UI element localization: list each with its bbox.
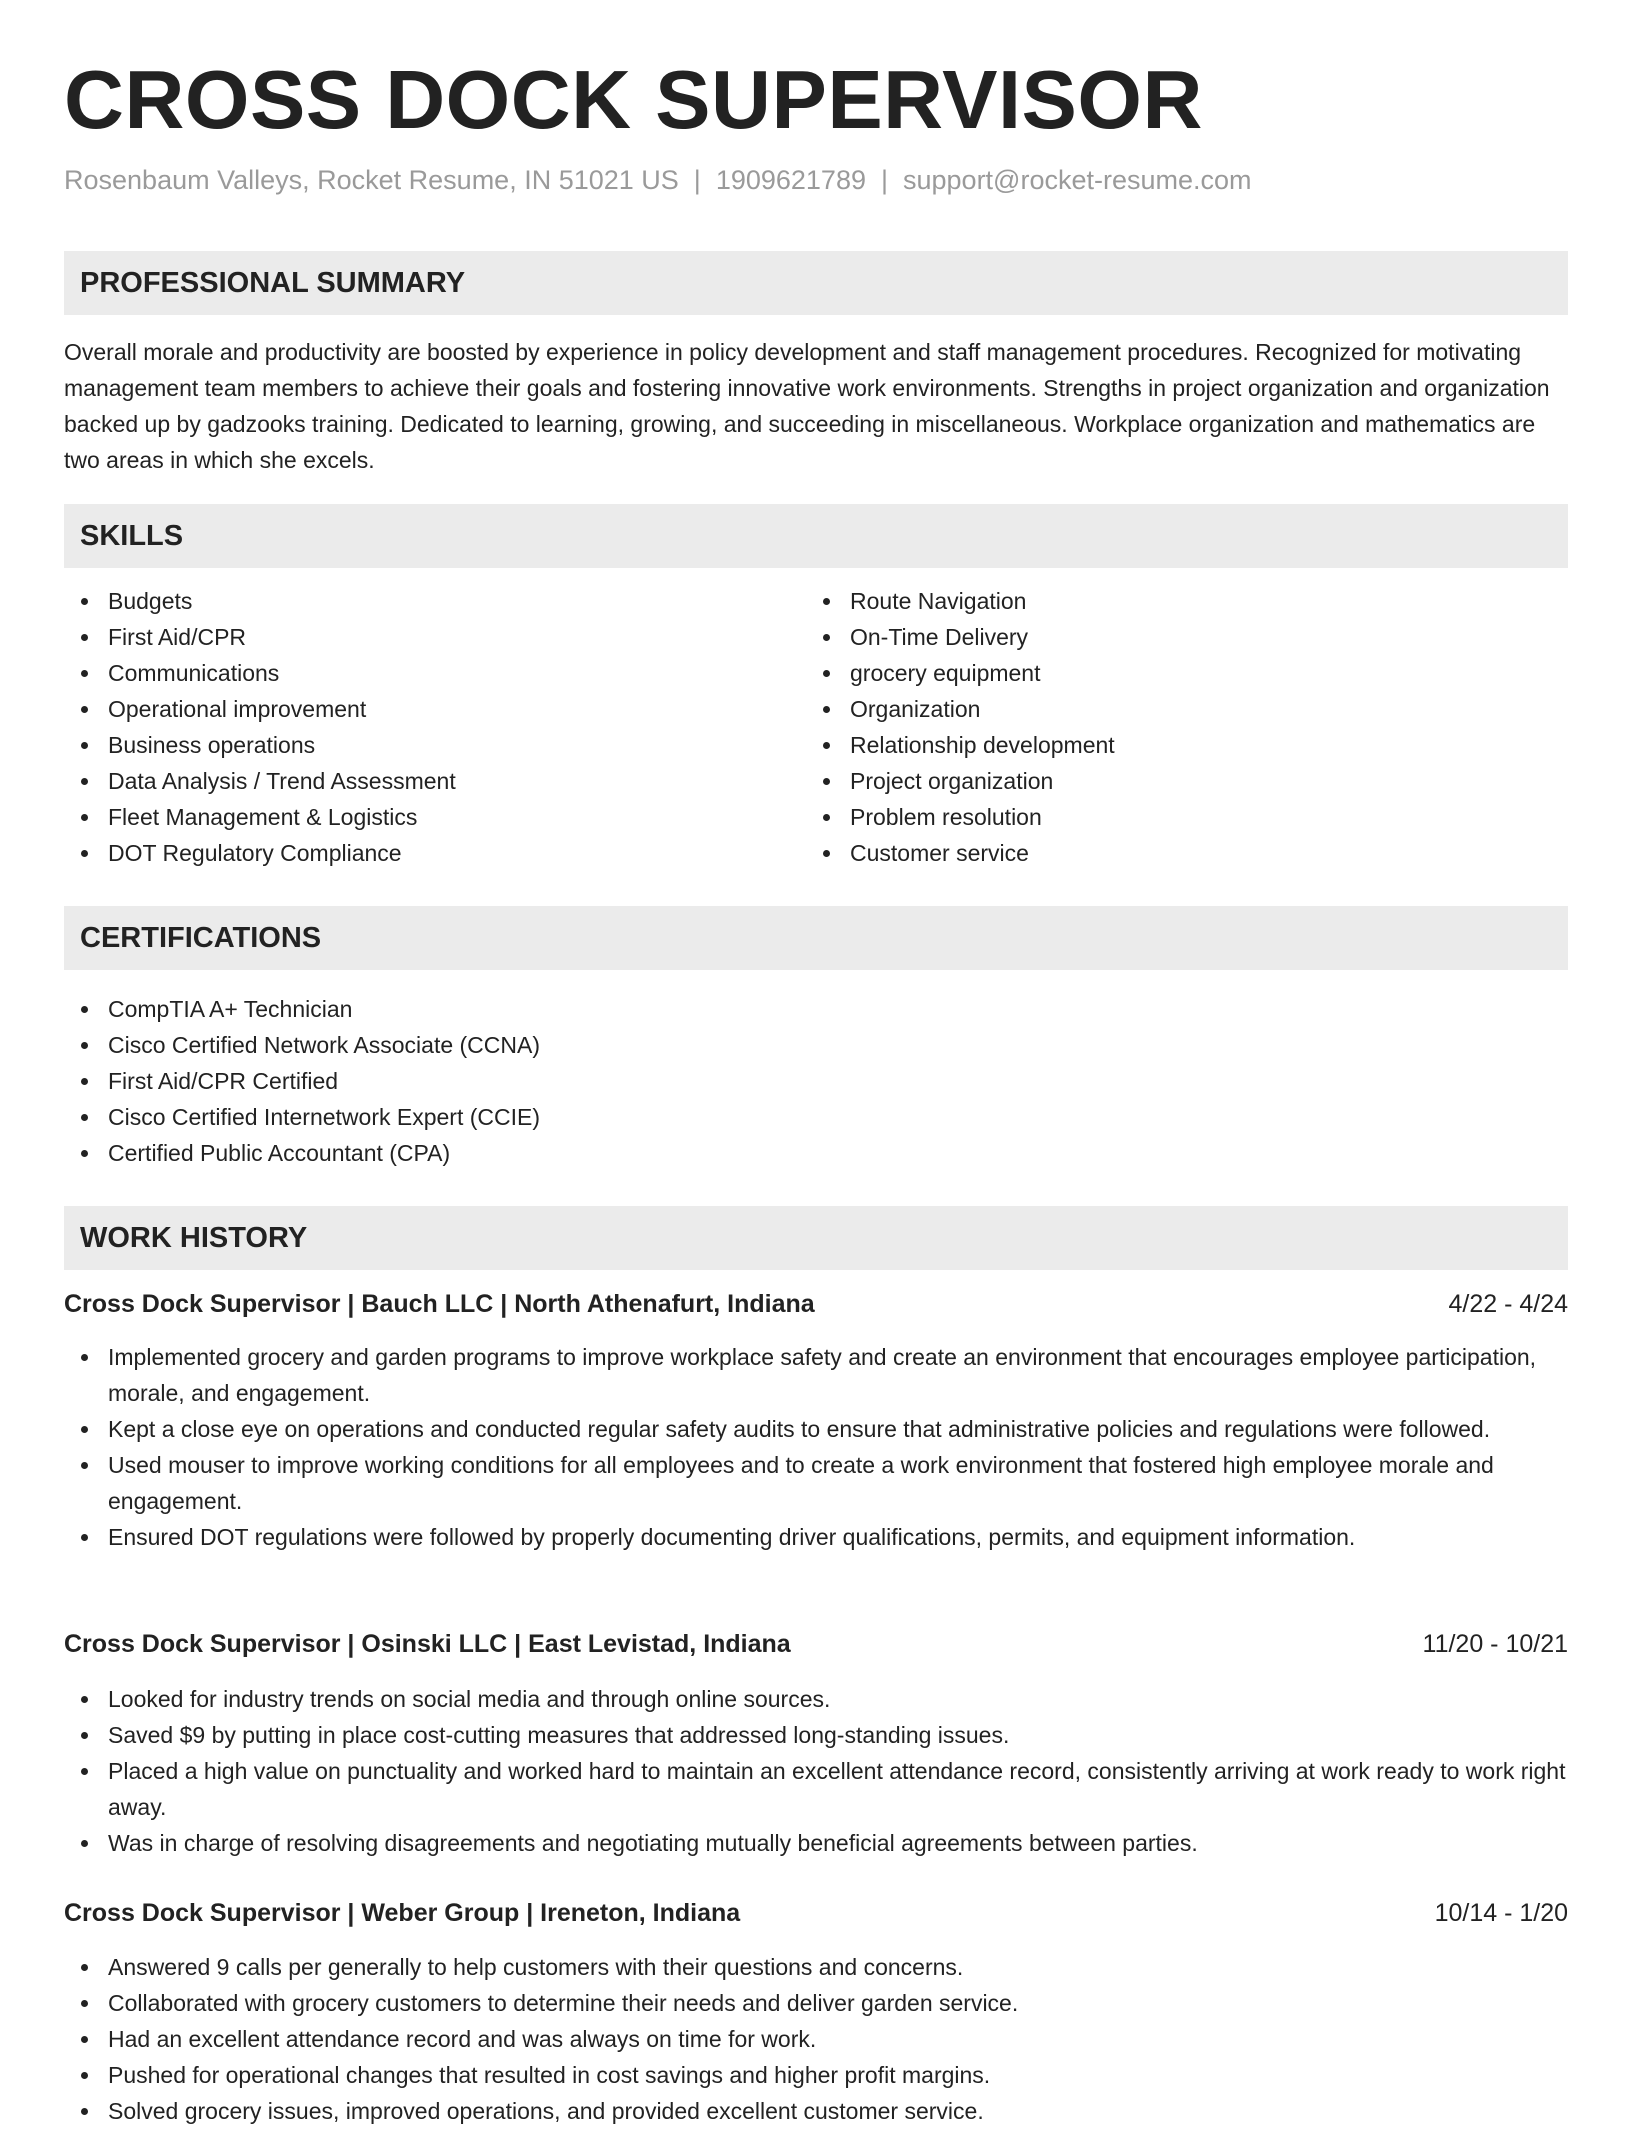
skill-item: Project organization xyxy=(806,763,1526,799)
skill-item: Route Navigation xyxy=(806,583,1526,619)
job-bullet: Was in charge of resolving disagreements and negotiating mutually beneficial agreements between parties. xyxy=(64,1825,1568,1861)
contact-line xyxy=(64,167,1252,194)
certification-item: First Aid/CPR Certified xyxy=(64,1063,1568,1099)
skill-item: First Aid/CPR xyxy=(64,619,784,655)
job-title: Cross Dock Supervisor | Osinski LLC | East Levistad, Indiana xyxy=(64,1630,791,1658)
job-bullet: Implemented grocery and garden programs to improve workplace safety and create an environment that encourages employee participation, morale, and engagement. xyxy=(64,1339,1568,1411)
skill-item: Operational improvement xyxy=(64,691,784,727)
job-bullets xyxy=(64,1949,1568,2129)
skill-item: Problem resolution xyxy=(806,799,1526,835)
work-history-heading: WORK HISTORY xyxy=(64,1206,1568,1270)
skill-item: Customer service xyxy=(806,835,1526,871)
skill-item: Relationship development xyxy=(806,727,1526,763)
skill-item: Data Analysis / Trend Assessment xyxy=(64,763,784,799)
skill-item: Fleet Management & Logistics xyxy=(64,799,784,835)
skill-item: Budgets xyxy=(64,583,784,619)
skills-heading: SKILLS xyxy=(64,504,1568,568)
skill-item: Business operations xyxy=(64,727,784,763)
job-bullet: Used mouser to improve working conditions for all employees and to create a work environment that fostered high employee morale and engagement. xyxy=(64,1447,1568,1519)
certification-item: Certified Public Accountant (CPA) xyxy=(64,1135,1568,1171)
job-dates: 4/22 - 4/24 xyxy=(1448,1290,1568,1318)
job-bullet: Answered 9 calls per generally to help customers with their questions and concerns. xyxy=(64,1949,1568,1985)
job-bullets xyxy=(64,1339,1568,1555)
job-title: Cross Dock Supervisor | Bauch LLC | North Athenafurt, Indiana xyxy=(64,1290,815,1318)
skill-item: DOT Regulatory Compliance xyxy=(64,835,784,871)
job-title: Cross Dock Supervisor | Weber Group | Ireneton, Indiana xyxy=(64,1899,741,1927)
job-bullet: Solved grocery issues, improved operations, and provided excellent customer service. xyxy=(64,2093,1568,2129)
skill-item: On-Time Delivery xyxy=(806,619,1526,655)
skill-item: Organization xyxy=(806,691,1526,727)
contact-phone: 1909621789 xyxy=(715,165,866,195)
skills-list-left xyxy=(64,583,784,871)
summary-heading: PROFESSIONAL SUMMARY xyxy=(64,251,1568,315)
job-dates: 10/14 - 1/20 xyxy=(1434,1899,1568,1927)
job-bullet: Saved $9 by putting in place cost-cutting measures that addressed long-standing issues. xyxy=(64,1717,1568,1753)
certifications-list xyxy=(64,991,1568,1171)
job-bullet: Pushed for operational changes that resulted in cost savings and higher profit margins. xyxy=(64,2057,1568,2093)
job-bullets xyxy=(64,1681,1568,1861)
contact-email: support@rocket-resume.com xyxy=(903,165,1252,195)
contact-separator: | xyxy=(693,165,701,195)
skill-item: grocery equipment xyxy=(806,655,1526,691)
job-bullet: Looked for industry trends on social media and through online sources. xyxy=(64,1681,1568,1717)
certification-item: Cisco Certified Internetwork Expert (CCIE) xyxy=(64,1099,1568,1135)
certification-item: Cisco Certified Network Associate (CCNA) xyxy=(64,1027,1568,1063)
job-dates: 11/20 - 10/21 xyxy=(1422,1630,1568,1658)
skills-list-right xyxy=(806,583,1526,871)
candidate-name: CROSS DOCK SUPERVISOR xyxy=(64,53,1203,146)
certifications-heading: CERTIFICATIONS xyxy=(64,906,1568,970)
skill-item: Communications xyxy=(64,655,784,691)
contact-separator: | xyxy=(880,165,888,195)
contact-address: Rosenbaum Valleys, Rocket Resume, IN 51021 US xyxy=(64,165,679,195)
job-bullet: Kept a close eye on operations and conducted regular safety audits to ensure that administrative policies and regulations were followed. xyxy=(64,1411,1568,1447)
job-bullet: Collaborated with grocery customers to determine their needs and deliver garden service. xyxy=(64,1985,1568,2021)
job-bullet: Placed a high value on punctuality and worked hard to maintain an excellent attendance record, consistently arriving at work ready to work right away. xyxy=(64,1753,1568,1825)
job-bullet: Ensured DOT regulations were followed by properly documenting driver qualifications, permits, and equipment information. xyxy=(64,1519,1568,1555)
certification-item: CompTIA A+ Technician xyxy=(64,991,1568,1027)
job-bullet: Had an excellent attendance record and was always on time for work. xyxy=(64,2021,1568,2057)
summary-text: Overall morale and productivity are boosted by experience in policy development and staff management procedures. Recognized for motivating management team members to achieve their goals and fostering innovative work environments. Strengths in project organization and organization backed up by gadzooks training. Dedicated to learning, growing, and succeeding in miscellaneous. Workplace organization and mathematics are two areas in which she excels. xyxy=(64,339,1550,473)
